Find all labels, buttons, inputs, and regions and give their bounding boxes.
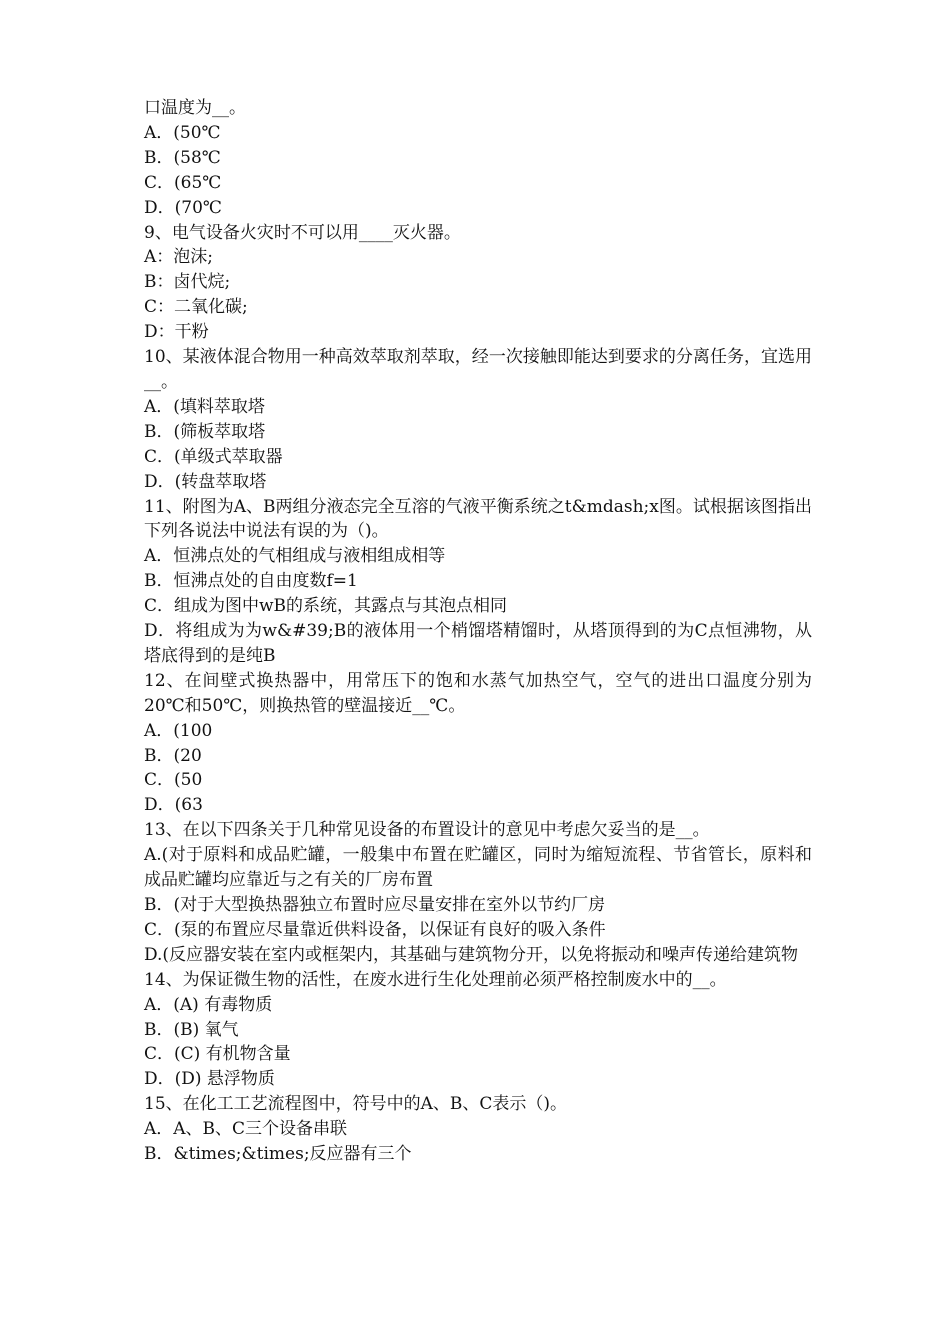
question-15: 15、在化工工艺流程图中，符号中的A、B、C表示（)。 bbox=[144, 1094, 568, 1115]
question-12: 12、在间壁式换热器中，用常压下的饱和水蒸气加热空气，空气的进出口温度分别为20℃和50℃，则换热管的壁温接近__℃。 bbox=[144, 670, 812, 716]
option-a: A．(填料萃取塔 bbox=[144, 396, 265, 417]
option-c: C．(泵的布置应尽量靠近供料设备，以保证有良好的吸入条件 bbox=[144, 919, 606, 940]
option-d: D．(70℃ bbox=[144, 197, 222, 218]
option-d: D．将组成为为w&#39;B的液体用一个梢馏塔精馏时，从塔顶得到的为C点恒沸物，从塔底得到的是纯B bbox=[144, 621, 812, 666]
option-c: C：二氧化碳; bbox=[144, 297, 248, 318]
option-d: D．(转盘萃取塔 bbox=[144, 471, 267, 492]
question-14: 14、为保证微生物的活性，在废水进行生化处理前必须严格控制废水中的__。 bbox=[144, 969, 727, 990]
option-c: C．(单级式萃取器 bbox=[144, 446, 283, 467]
option-c: C．(C) 有机物含量 bbox=[144, 1044, 291, 1065]
question-8-stem-tail: 口温度为__。 bbox=[144, 98, 246, 118]
question-13: 13、在以下四条关于几种常见设备的布置设计的意见中考虑欠妥当的是__。 bbox=[144, 820, 710, 841]
option-b: B．(B) 氧气 bbox=[144, 1019, 239, 1040]
option-a: A．(50℃ bbox=[144, 122, 221, 143]
question-10: 10、某液体混合物用一种高效萃取剂萃取，经一次接触即能达到要求的分离任务，宜选用__。 bbox=[144, 347, 812, 392]
option-b: B．恒沸点处的自由度数f=1 bbox=[144, 571, 358, 592]
option-b: B．&times;&times;反应器有三个 bbox=[144, 1144, 412, 1165]
option-a: A．A、B、C三个设备串联 bbox=[144, 1119, 348, 1140]
option-d: D．(63 bbox=[144, 795, 203, 816]
option-b: B．(20 bbox=[144, 745, 202, 766]
question-9: 9、电气设备火灾时不可以用____灭火器。 bbox=[144, 222, 461, 243]
option-d: D.(反应器安装在室内或框架内，其基础与建筑物分开，以免将振动和噪声传递给建筑物 bbox=[144, 944, 799, 965]
option-a: A：泡沫; bbox=[144, 247, 214, 268]
option-a: A．(100 bbox=[144, 720, 213, 741]
option-c: C．(65℃ bbox=[144, 172, 222, 193]
option-c: C．组成为图中wB的系统，其露点与其泡点相同 bbox=[144, 596, 508, 617]
document-body bbox=[144, 96, 812, 1167]
option-a: A.(对于原料和成品贮罐，一般集中布置在贮罐区，同时为缩短流程、节省管长，原料和成品贮罐均应靠近与之有关的厂房布置 bbox=[144, 845, 812, 891]
option-b: B．(对于大型换热器独立布置时应尽量安排在室外以节约厂房 bbox=[144, 895, 606, 915]
option-d: D：干粉 bbox=[144, 322, 209, 343]
option-b: B．(筛板萃取塔 bbox=[144, 421, 266, 442]
option-b: B：卤代烷; bbox=[144, 272, 231, 293]
option-a: A．(A) 有毒物质 bbox=[144, 994, 273, 1015]
option-a: A．恒沸点处的气相组成与液相组成相等 bbox=[144, 546, 446, 567]
option-b: B．(58℃ bbox=[144, 147, 221, 168]
option-d: D．(D) 悬浮物质 bbox=[144, 1069, 275, 1090]
option-c: C．(50 bbox=[144, 770, 203, 791]
question-11: 11、附图为A、B两组分液态完全互溶的气液平衡系统之t&mdash;x图。试根据该图指出下列各说法中说法有误的为（)。 bbox=[144, 496, 812, 542]
